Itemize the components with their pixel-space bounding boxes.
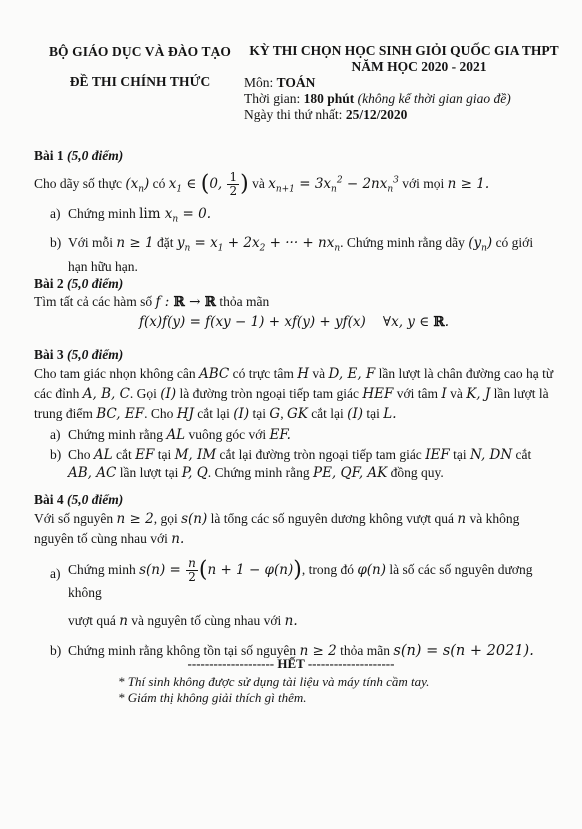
part-b: b) Chứng minh rằng không tồn tại số nguyên n ≥ 2 thỏa mãn s(n) = s(n + 2021). [50, 643, 534, 659]
school-year: NĂM HỌC 2020 - 2021 [351, 59, 487, 74]
part-b: b) Cho AL cắt EF tại M, IM cắt lại đường tròn ngoại tiếp tam giác IEF tại N, DN cắt AB, AC lần lượt tại P, Q. Chứng minh rằng PE, QF, AK đồng quy. [50, 447, 532, 481]
functional-equation: f(x)f(y) = f(xy − 1) + xf(y) + yf(x) ∀x, y ∈ ℝ. [138, 314, 450, 330]
part-a: a) Chứng minh rằng AL vuông góc với EF. [50, 427, 291, 443]
part-b: b) Với mỗi n ≥ 1 đặt $y_n = x_1 + 2x_2$ + ··· + $nx_n$. Chứng minh rằng dãy $(y_n)$ có giới hạn hữu hạn. [50, 235, 534, 275]
official-label: ĐỀ THI CHÍNH THỨC [69, 74, 211, 89]
problem-title: Bài 1 (5,0 điểm) [34, 148, 124, 163]
part-a: a) Chứng minh s(n) = $\frac{n}{2}$ (n + 1 − φ(n)), trong đó φ(n) là số các số nguyên dương không [50, 556, 533, 600]
exam-title: KỲ THI CHỌN HỌC SINH GIỎI QUỐC GIA THPT [249, 43, 559, 58]
problem-statement: Cho dãy số thực $(x_n)$ có $x_1$ ∈ (0, $\frac{1}{2}$ ) và $x_{n+1} = 3x_n^2 - 2nx_n^3$ với mọi n ≥ 1. [34, 170, 490, 198]
time-line: Thời gian: 180 phút (không kể thời gian giao đề) [244, 91, 511, 106]
problem-3 [34, 346, 554, 482]
footer-note-1: * Thí sinh không được sử dụng tài liệu và máy tính cầm tay. [118, 674, 430, 689]
problem-1 [34, 147, 554, 276]
date-line: Ngày thi thứ nhất: 25/12/2020 [244, 107, 408, 122]
problem-title: Bài 4 (5,0 điểm) [34, 492, 124, 507]
problem-statement: Với số nguyên n ≥ 2, gọi s(n) là tổng các số nguyên dương không vượt quá n và không nguyên tố cùng nhau với n. [34, 511, 520, 547]
problem-statement: Cho tam giác nhọn không cân ABC có trực tâm H và D, E, F lần lượt là chân đường cao hạ từ các đỉnh A, B, C. Gọi (I) là đường tròn ngoại tiếp tam giác HEF với tâm I và K, J lần lượt là trung điểm BC, EF. Cho HJ cắt lại (I) tại G, GK cắt lại (I) tại L. [34, 366, 554, 422]
problem-title: Bài 3 (5,0 điểm) [34, 347, 124, 362]
header-left [40, 43, 240, 91]
subject-line: Môn: TOÁN [244, 75, 316, 90]
problem-2 [34, 275, 554, 331]
end-mark: -------------------- HẾT -------------------- [187, 656, 395, 671]
part-a-continued: vượt quá n và nguyên tố cùng nhau với n. [68, 613, 298, 629]
ministry-name: BỘ GIÁO DỤC VÀ ĐÀO TẠO [48, 44, 232, 59]
part-a: a) Chứng minh $\lim x_n = 0$. [50, 205, 211, 225]
subject: TOÁN [276, 75, 316, 90]
header-right [244, 43, 564, 123]
problem-statement: Tìm tất cả các hàm số f : ℝ → ℝ thỏa mãn [34, 294, 270, 310]
problem-title: Bài 2 (5,0 điểm) [34, 276, 124, 291]
exam-footer [0, 656, 582, 706]
problem-4 [34, 491, 554, 660]
footer-note-2: * Giám thị không giải thích gì thêm. [118, 690, 307, 705]
